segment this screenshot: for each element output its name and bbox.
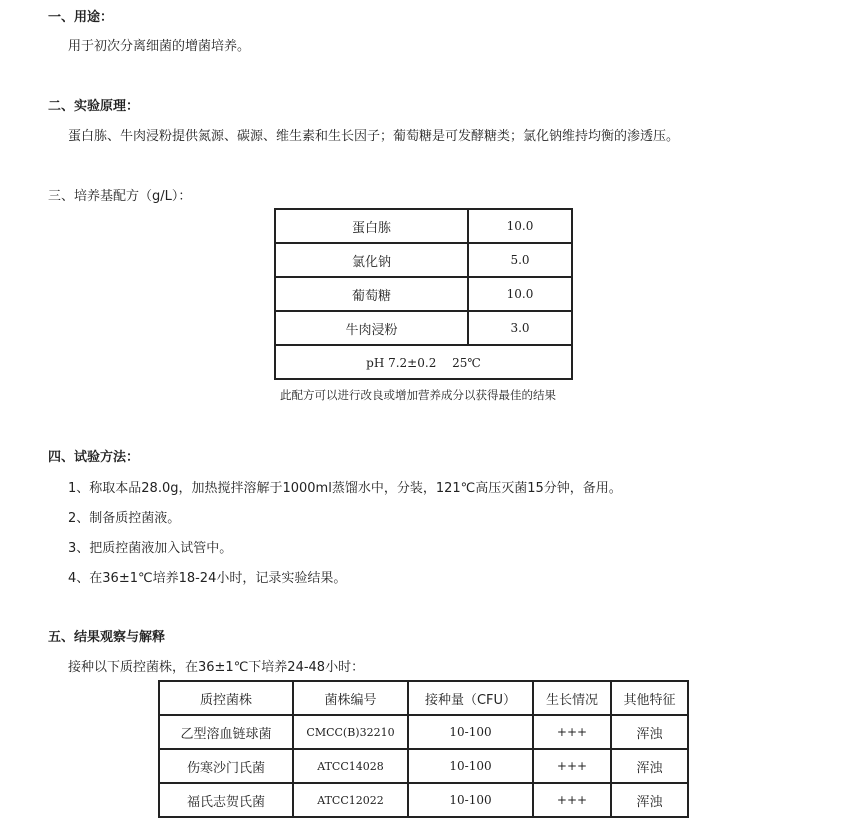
strain-name: 福氏志贺氏菌: [159, 783, 293, 817]
growth: +++: [533, 749, 611, 783]
results-header-cell: 菌株编号: [293, 681, 408, 715]
section-5-heading: 五、结果观察与解释: [48, 630, 166, 645]
results-table: [158, 680, 689, 818]
strain-name: 乙型溶血链球菌: [159, 715, 293, 749]
results-header-cell: 接种量（CFU）: [408, 681, 533, 715]
formula-row: [275, 277, 572, 311]
table-row: [159, 783, 688, 817]
results-header-row: [159, 681, 688, 715]
formula-value: 5.0: [468, 243, 572, 277]
method-step: 2、制备质控菌液。: [68, 511, 181, 526]
formula-table: [274, 208, 573, 380]
formula-ingredient: 葡萄糖: [275, 277, 468, 311]
table-row: [159, 715, 688, 749]
formula-value: 10.0: [468, 209, 572, 243]
growth: +++: [533, 783, 611, 817]
formula-value: 10.0: [468, 277, 572, 311]
formula-ingredient: 牛肉浸粉: [275, 311, 468, 345]
results-header-cell: 生长情况: [533, 681, 611, 715]
strain-number: ATCC12022: [293, 783, 408, 817]
section-1-heading: 一、用途：: [48, 10, 114, 25]
results-header-cell: 其他特征: [611, 681, 688, 715]
formula-ph: pH 7.2±0.2 25℃: [275, 345, 572, 379]
formula-row: [275, 311, 572, 345]
results-header-cell: 质控菌株: [159, 681, 293, 715]
formula-row: [275, 209, 572, 243]
formula-ingredient: 蛋白胨: [275, 209, 468, 243]
section-2-heading: 二、实验原理：: [48, 99, 140, 114]
strain-number: ATCC14028: [293, 749, 408, 783]
other-feature: 浑浊: [611, 783, 688, 817]
formula-ph-row: [275, 345, 572, 379]
section-3-heading: 三、培养基配方（g/L）：: [48, 189, 192, 204]
growth: +++: [533, 715, 611, 749]
other-feature: 浑浊: [611, 749, 688, 783]
inoculum: 10-100: [408, 783, 533, 817]
section-1-text: 用于初次分离细菌的增菌培养。: [68, 39, 251, 54]
formula-row: [275, 243, 572, 277]
section-5-intro: 接种以下质控菌株，在36±1℃下培养24-48小时：: [68, 660, 365, 675]
formula-ingredient: 氯化钠: [275, 243, 468, 277]
inoculum: 10-100: [408, 715, 533, 749]
section-4-heading: 四、试验方法：: [48, 450, 140, 465]
method-step: 4、在36±1℃培养18-24小时，记录实验结果。: [68, 571, 347, 586]
strain-name: 伤寒沙门氏菌: [159, 749, 293, 783]
inoculum: 10-100: [408, 749, 533, 783]
formula-value: 3.0: [468, 311, 572, 345]
method-step: 1、称取本品28.0g，加热搅拌溶解于1000ml蒸馏水中，分装，121℃高压灭菌15分钟，备用。: [68, 481, 622, 496]
method-step: 3、把质控菌液加入试管中。: [68, 541, 233, 556]
strain-number: CMCC(B)32210: [293, 715, 408, 749]
section-2-text: 蛋白胨、牛肉浸粉提供氮源、碳源、维生素和生长因子；葡萄糖是可发酵糖类；氯化钠维持均衡的渗透压。: [68, 129, 680, 144]
table-row: [159, 749, 688, 783]
formula-note: 此配方可以进行改良或增加营养成分以获得最佳的结果: [280, 388, 556, 402]
other-feature: 浑浊: [611, 715, 688, 749]
